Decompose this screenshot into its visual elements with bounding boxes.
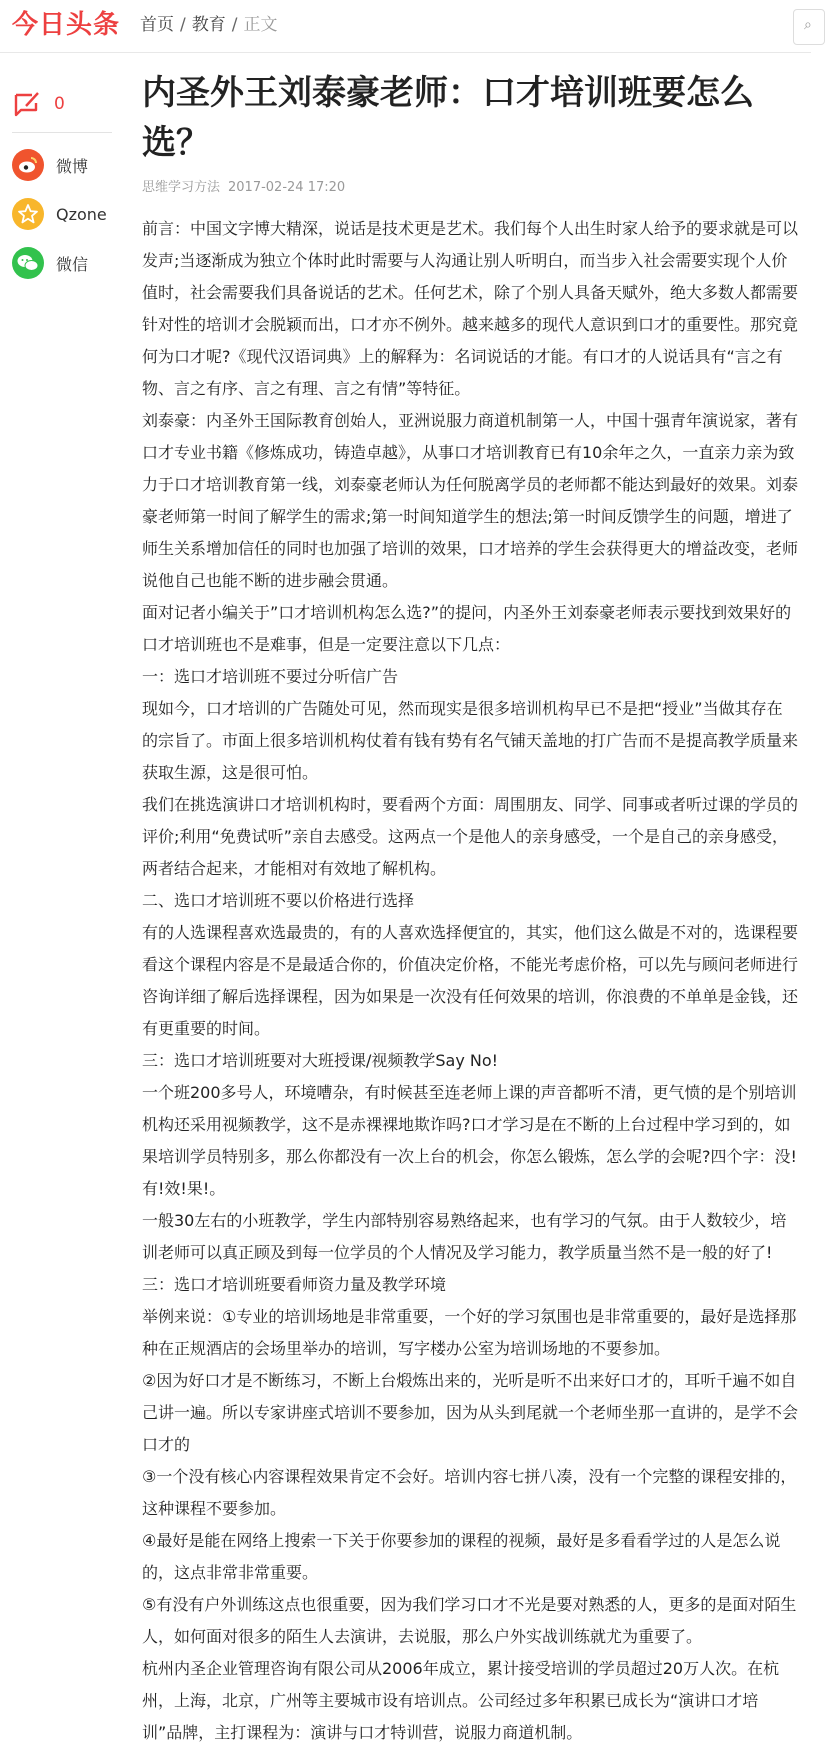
- wechat-icon: [12, 247, 44, 279]
- article-paragraph: 一般30左右的小班教学，学生内部特别容易熟络起来，也有学习的气氛。由于人数较少，培训老师可以真正顾及到每一位学员的个人情况及学习能力，教学质量当然不是一般的好了!: [142, 1211, 787, 1262]
- breadcrumb-education[interactable]: 教育: [191, 15, 226, 35]
- comment-count: 0: [54, 94, 65, 114]
- article-paragraph: 前言：中国文字博大精深，说话是技术更是艺术。我们每个人出生时家人给予的要求就是可以发声;当逐渐成为独立个体时此时需要与人沟通让别人听明白，而当步入社会需要实现个人价值时，社会需要我们具备说话的艺术。任何艺术，除了个别人具备天赋外，绝大多数人都需要针对性的培训才会脱颖而出，口才亦不例外。越来越多的现代人意识到口才的重要性。那究竟何为口才呢?《现代汉语词典》上的解释为：名词说话的才能。有口才的人说话具有“言之有物、言之有序、言之有理、言之有情”等特征。: [142, 219, 799, 398]
- share-sidebar: [12, 84, 112, 280]
- article-section-heading: 三：选口才培训班要对大班授课/视频教学Say No!: [142, 1051, 499, 1070]
- article-paragraph: 有的人选课程喜欢选最贵的，有的人喜欢选择便宜的，其实，他们这么做是不对的，选课程要看这个课程内容是不是最适合你的，价值决定价格，不能光考虑价格，可以先与顾问老师进行咨询详细了解后选择课程，因为如果是一次没有任何效果的培训，你浪费的不单单是金钱，还有更重要的时间。: [142, 923, 799, 1038]
- article-paragraph: ⑤有没有户外训练这点也很重要，因为我们学习口才不光是要对熟悉的人，更多的是面对陌生人，如何面对很多的陌生人去演讲，去说服，那么户外实战训练就尤为重要了。: [142, 1595, 797, 1646]
- article-paragraph: 刘泰豪：内圣外王国际教育创始人，亚洲说服力商道机制第一人，中国十强青年演说家，著有口才专业书籍《修炼成功，铸造卓越》，从事口才培训教育已有10余年之久，一直亲力亲为致力于口才培训教育第一线，刘泰豪老师认为任何脱离学员的老师都不能达到最好的效果。刘泰豪老师第一时间了解学生的需求;第一时间知道学生的想法;第一时间反馈学生的问题，增进了师生关系增加信任的同时也加强了培训的效果，口才培养的学生会获得更大的增益改变，老师说他自己也能不断的进步融会贯通。: [142, 411, 799, 590]
- breadcrumb-separator: /: [231, 15, 238, 35]
- breadcrumb-separator: /: [180, 15, 186, 35]
- toutiao-logo[interactable]: 今日头条: [12, 10, 121, 40]
- qzone-icon: [12, 198, 44, 230]
- article-meta: [142, 176, 345, 195]
- article-section-heading: 三：选口才培训班要看师资力量及教学环境: [142, 1275, 447, 1294]
- article-section-heading: 一：选口才培训班不要过分听信广告: [142, 667, 399, 686]
- breadcrumb: [140, 13, 277, 37]
- article-source[interactable]: 思维学习方法: [142, 180, 221, 195]
- share-label-weibo: 微博: [56, 156, 89, 176]
- article-paragraph: 我们在挑选演讲口才培训机构时，要看两个方面：周围朋友、同学、同事或者听过课的学员的评价;利用“免费试听”亲自去感受。这两点一个是他人的亲身感受，一个是自己的亲身感受，两者结合起来，才能相对有效地了解机构。: [142, 795, 799, 878]
- breadcrumb-current: 正文: [243, 15, 278, 35]
- article-paragraph: ④最好是能在网络上搜索一下关于你要参加的课程的视频，最好是多看看学过的人是怎么说的，这点非常非常重要。: [142, 1531, 781, 1582]
- article-paragraph: 一个班200多号人，环境嘈杂，有时候甚至连老师上课的声音都听不清，更气愤的是个别培训机构还采用视频教学，这不是赤裸裸地欺诈吗?口才学习是在不断的上台过程中学习到的，如果培训学员特别多，那么你都没有一次上台的机会，你怎么锻炼，怎么学的会呢?四个字：没!有!效!果!。: [142, 1083, 797, 1198]
- share-label-qzone: Qzone: [56, 204, 107, 224]
- share-weibo[interactable]: [12, 148, 112, 182]
- article-time: 2017-02-24 17:20: [228, 180, 346, 195]
- article-paragraph: ②因为好口才是不断练习，不断上台煅炼出来的，光听是听不出来好口才的，耳听千遍不如自己讲一遍。所以专家讲座式培训不要参加，因为从头到尾就一个老师坐那一直讲的，是学不会口才的: [142, 1371, 799, 1454]
- share-label-wechat: 微信: [56, 254, 89, 274]
- article-paragraph: 现如今，口才培训的广告随处可见，然而现实是很多培训机构早已不是把“授业”当做其存在的宗旨了。市面上很多培训机构仗着有钱有势有名气铺天盖地的打广告而不是提高教学质量来获取生源，这是很可怕。: [142, 699, 799, 782]
- article-paragraph: ③一个没有核心内容课程效果肯定不会好。培训内容七拼八凑，没有一个完整的课程安排的，这种课程不要参加。: [142, 1467, 797, 1518]
- article-body: [142, 213, 798, 1749]
- share-qzone[interactable]: [12, 197, 112, 231]
- comment-button[interactable]: [12, 84, 112, 133]
- search-icon: ⌕: [804, 17, 812, 33]
- article-title: 内圣外王刘泰豪老师：口才培训班要怎么选？: [142, 73, 754, 163]
- search-box-edge[interactable]: [793, 9, 825, 45]
- top-bar: [0, 0, 811, 53]
- article-paragraph: 杭州内圣企业管理咨询有限公司从2006年成立，累计接受培训的学员超过20万人次。在杭州，上海，北京，广州等主要城市设有培训点。公司经过多年积累已成长为“演讲口才培训”品牌，主打课程为：演讲与口才特训营，说服力商道机制。: [142, 1659, 780, 1742]
- breadcrumb-home[interactable]: 首页: [140, 15, 174, 35]
- comment-edit-icon: [12, 89, 42, 119]
- article-paragraph: 面对记者小编关于”口才培训机构怎么选?”的提问，内圣外王刘泰豪老师表示要找到效果好的口才培训班也不是难事，但是一定要注意以下几点：: [142, 603, 792, 654]
- weibo-icon: [12, 149, 44, 181]
- article-paragraph: 举例来说：①专业的培训场地是非常重要，一个好的学习氛围也是非常重要的，最好是选择那种在正规酒店的会场里举办的培训，写字楼办公室为培训场地的不要参加。: [142, 1307, 797, 1358]
- share-wechat[interactable]: [12, 246, 112, 280]
- article-section-heading: 二、选口才培训班不要以价格进行选择: [142, 891, 415, 910]
